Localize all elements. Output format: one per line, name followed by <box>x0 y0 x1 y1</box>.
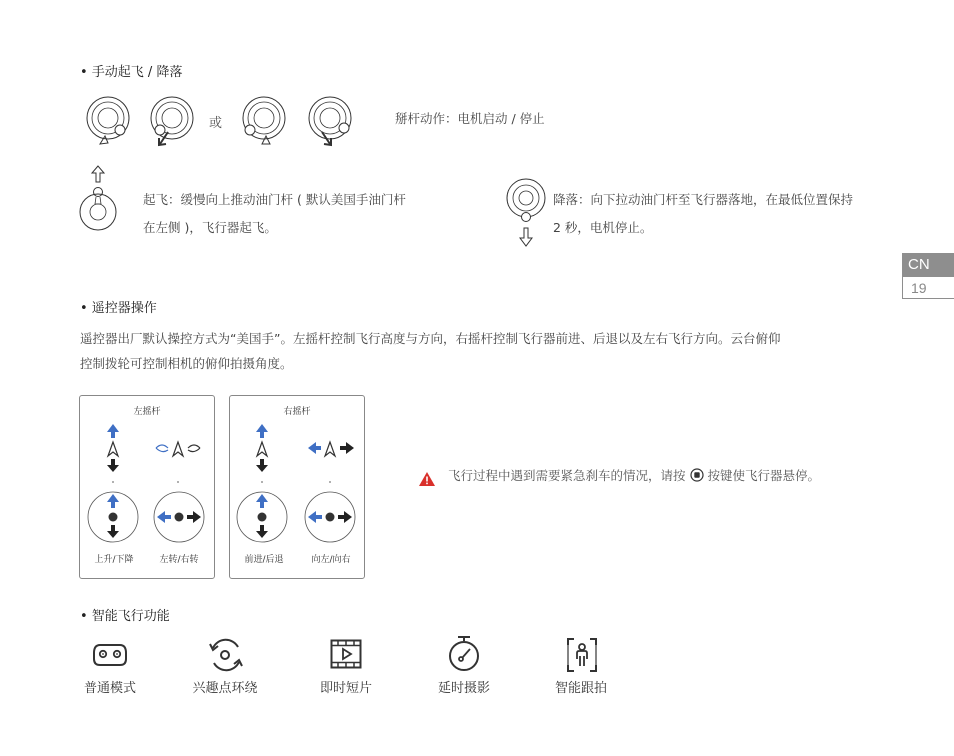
orbit-icon <box>208 638 244 672</box>
warning-text-before: 飞行过程中遇到需要紧急刹车的情况，请按 <box>448 468 686 483</box>
pause-button-icon <box>690 468 704 482</box>
stick-diagram-3 <box>238 94 290 150</box>
warning-text <box>448 462 820 490</box>
stopwatch-icon <box>446 634 482 672</box>
landing-stick-diagram <box>506 176 550 250</box>
left-panel-label-turn: 左转/右转 <box>159 555 199 565</box>
left-stick-panel <box>79 395 215 579</box>
manual-section-title: • 手动起飞 / 降落 <box>80 65 183 80</box>
or-label: 或 <box>209 116 223 131</box>
stick-diagram-2 <box>146 94 198 150</box>
rc-paragraph-line-1: 遥控器出厂默认操控方式为“美国手”。左摇杆控制飞行高度与方向，右摇杆控制飞行器前进、后退以及左右飞行方向。云台俯仰 <box>80 331 781 346</box>
rc-paragraph-line-2: 控制拨轮可控制相机的俯仰拍摄角度。 <box>80 356 293 371</box>
person-follow-icon <box>566 637 598 673</box>
film-icon <box>330 639 362 669</box>
stick-action-text: 掰杆动作：电机启动 / 停止 <box>395 111 545 126</box>
takeoff-stick-diagram <box>78 164 122 236</box>
right-panel-title: 右摇杆 <box>283 407 311 417</box>
right-stick-arrows <box>230 420 364 550</box>
landing-line-2: 2 秒，电机停止。 <box>553 220 653 235</box>
takeoff-line-2: 在左侧 )，飞行器起飞。 <box>143 220 277 235</box>
left-panel-title: 左摇杆 <box>133 407 161 417</box>
right-panel-label-forward-back: 前进/后退 <box>244 555 284 565</box>
takeoff-line-1: 起飞：缓慢向上推动油门杆 ( 默认美国手油门杆 <box>143 192 406 207</box>
stick-diagram-1 <box>84 94 136 150</box>
right-panel-label-left-right: 向左/向右 <box>311 555 351 565</box>
mode-label-poi: 兴趣点环绕 <box>192 681 258 696</box>
mode-label-hyperlapse: 延时摄影 <box>437 681 490 696</box>
landing-line-1: 降落：向下拉动油门杆至飞行器落地，在最低位置保持 <box>553 192 854 207</box>
rc-section-title: • 遥控器操作 <box>80 301 157 316</box>
stick-diagram-4 <box>306 94 358 150</box>
page-number: 19 <box>902 277 954 299</box>
left-panel-label-up-down: 上升/下降 <box>94 555 134 565</box>
language-page-tab <box>902 253 954 299</box>
warning-text-after: 按键使飞行器悬停。 <box>707 468 820 483</box>
mode-label-activetrack: 智能跟拍 <box>554 681 607 696</box>
warning-icon <box>418 471 436 487</box>
left-stick-arrows <box>80 420 214 550</box>
mode-label-normal: 普通模式 <box>83 681 136 696</box>
right-stick-panel <box>229 395 365 579</box>
mode-label-quickshots: 即时短片 <box>319 681 372 696</box>
language-label: CN <box>902 253 954 277</box>
gamepad-icon <box>92 641 128 669</box>
smart-section-title: • 智能飞行功能 <box>80 609 170 624</box>
